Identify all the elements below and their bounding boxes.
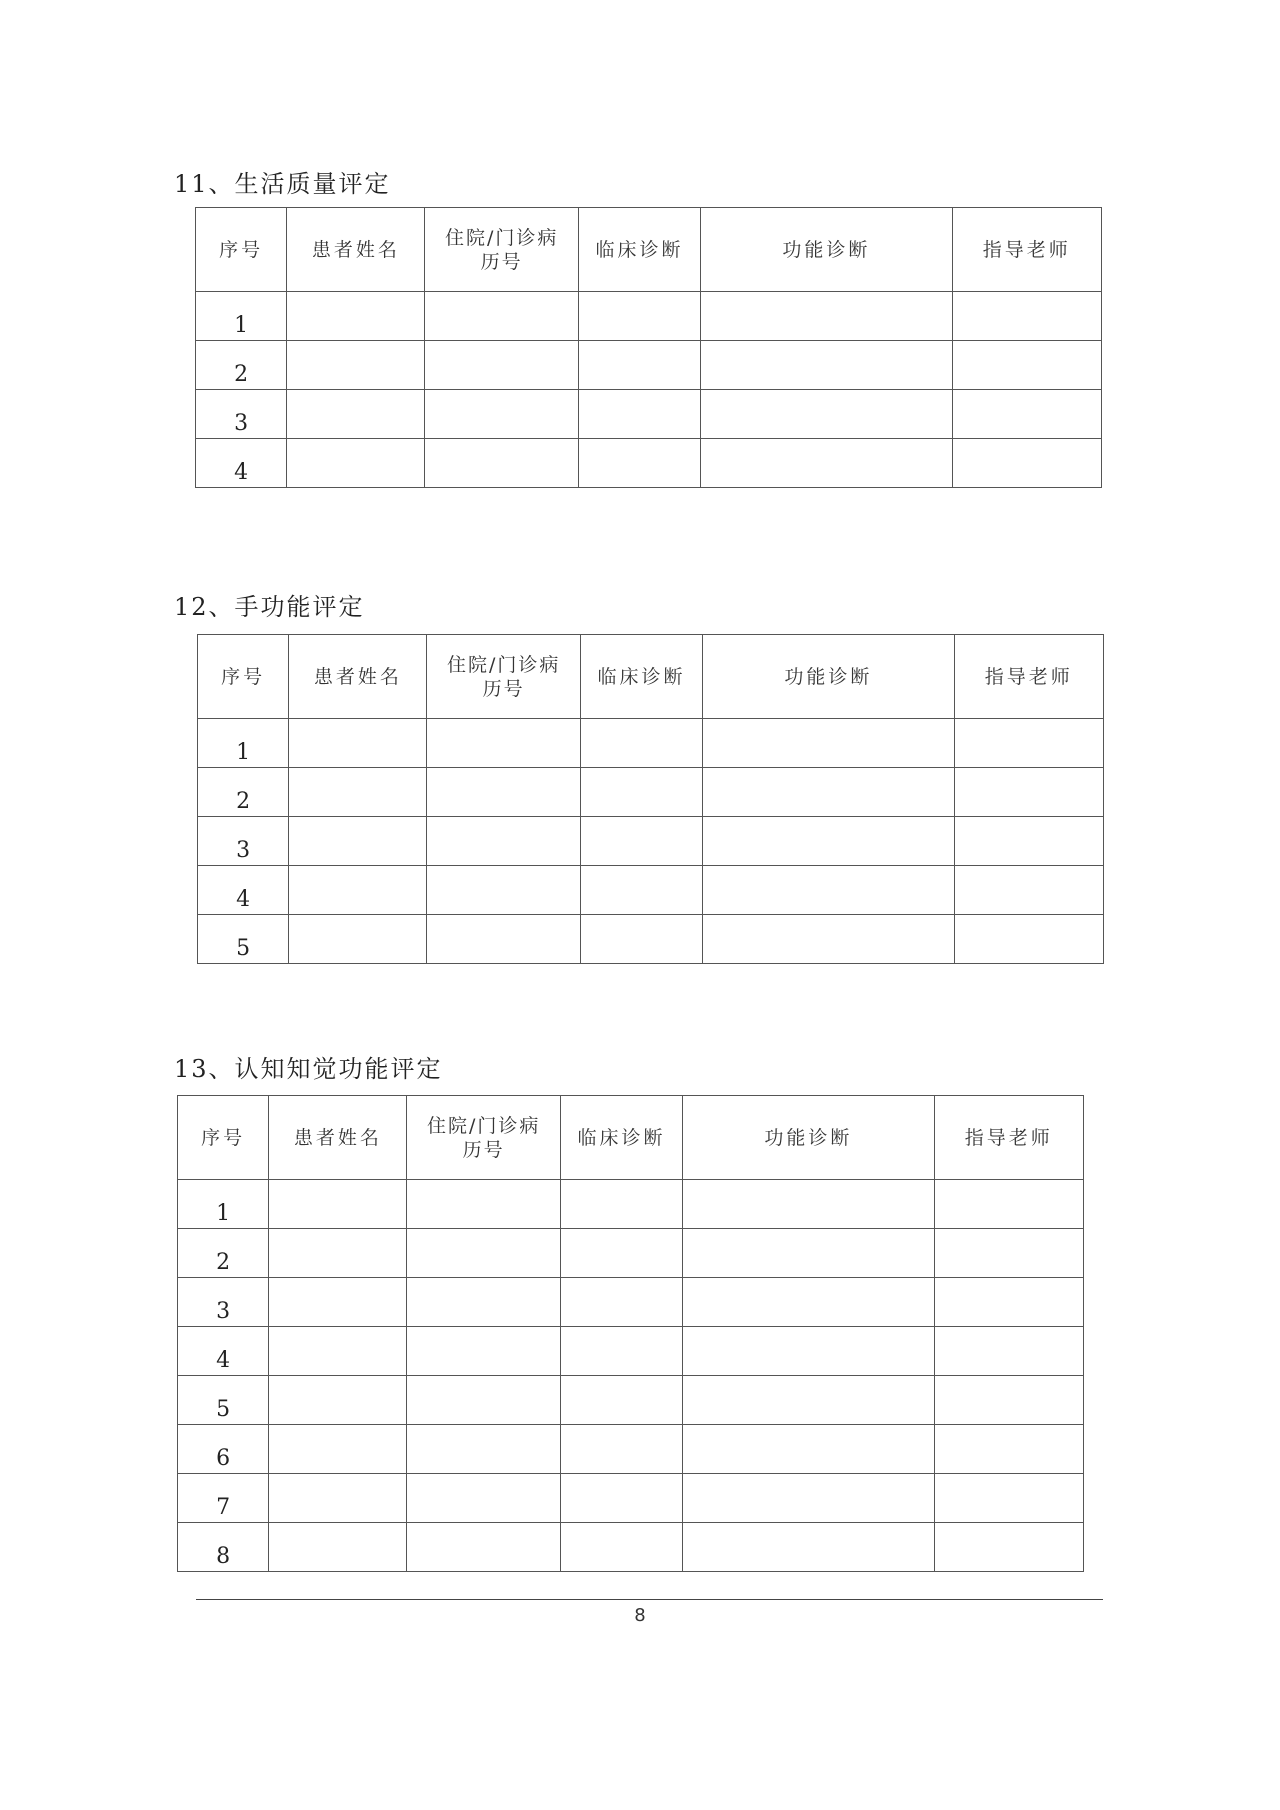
table-row bbox=[178, 1278, 1084, 1327]
header-row bbox=[196, 208, 1102, 292]
empty-cell-col-record-number[interactable] bbox=[407, 1327, 560, 1376]
empty-cell-col-functional-diagnosis[interactable] bbox=[703, 866, 955, 915]
hand-function-table bbox=[197, 634, 1104, 964]
footer-rule bbox=[196, 1599, 1103, 1600]
empty-cell-col-record-number[interactable] bbox=[407, 1278, 560, 1327]
empty-cell-col-patient-name[interactable] bbox=[269, 1425, 407, 1474]
header-row bbox=[198, 635, 1104, 719]
empty-cell-col-patient-name[interactable] bbox=[269, 1278, 407, 1327]
header-col-clinical-diagnosis: 临床诊断 bbox=[560, 1096, 682, 1180]
quality-of-life-table bbox=[195, 207, 1102, 488]
empty-cell-col-clinical-diagnosis[interactable] bbox=[560, 1376, 682, 1425]
empty-cell-col-clinical-diagnosis[interactable] bbox=[580, 817, 702, 866]
empty-cell-col-clinical-diagnosis[interactable] bbox=[580, 719, 702, 768]
table-row bbox=[178, 1523, 1084, 1572]
empty-cell-col-supervisor[interactable] bbox=[952, 341, 1101, 390]
row-index: 4 bbox=[198, 866, 289, 915]
empty-cell-col-patient-name[interactable] bbox=[289, 915, 427, 964]
empty-cell-col-functional-diagnosis[interactable] bbox=[701, 341, 953, 390]
header-col-record-number: 住院/门诊病历号 bbox=[407, 1096, 560, 1180]
empty-cell-col-clinical-diagnosis[interactable] bbox=[560, 1278, 682, 1327]
empty-cell-col-record-number[interactable] bbox=[425, 341, 578, 390]
empty-cell-col-supervisor[interactable] bbox=[934, 1425, 1083, 1474]
empty-cell-col-record-number[interactable] bbox=[407, 1474, 560, 1523]
row-index: 4 bbox=[196, 439, 287, 488]
empty-cell-col-patient-name[interactable] bbox=[287, 390, 425, 439]
empty-cell-col-clinical-diagnosis[interactable] bbox=[560, 1523, 682, 1572]
table-row bbox=[198, 719, 1104, 768]
empty-cell-col-clinical-diagnosis[interactable] bbox=[580, 915, 702, 964]
empty-cell-col-clinical-diagnosis[interactable] bbox=[580, 768, 702, 817]
header-row bbox=[178, 1096, 1084, 1180]
header-col-supervisor: 指导老师 bbox=[952, 208, 1101, 292]
row-index: 3 bbox=[196, 390, 287, 439]
empty-cell-col-patient-name[interactable] bbox=[289, 866, 427, 915]
row-index: 2 bbox=[198, 768, 289, 817]
header-col-index: 序号 bbox=[196, 208, 287, 292]
table-row bbox=[196, 292, 1102, 341]
empty-cell-col-clinical-diagnosis[interactable] bbox=[560, 1327, 682, 1376]
header-col-clinical-diagnosis: 临床诊断 bbox=[580, 635, 702, 719]
header-col-functional-diagnosis: 功能诊断 bbox=[701, 208, 953, 292]
table-row bbox=[196, 439, 1102, 488]
empty-cell-col-patient-name[interactable] bbox=[289, 768, 427, 817]
row-index: 7 bbox=[178, 1474, 269, 1523]
empty-cell-col-supervisor[interactable] bbox=[954, 719, 1103, 768]
row-index: 6 bbox=[178, 1425, 269, 1474]
header-col-index: 序号 bbox=[178, 1096, 269, 1180]
table-row bbox=[178, 1376, 1084, 1425]
row-index: 2 bbox=[196, 341, 287, 390]
empty-cell-col-patient-name[interactable] bbox=[289, 817, 427, 866]
empty-cell-col-clinical-diagnosis[interactable] bbox=[578, 292, 700, 341]
empty-cell-col-record-number[interactable] bbox=[427, 719, 580, 768]
header-col-functional-diagnosis: 功能诊断 bbox=[703, 635, 955, 719]
empty-cell-col-supervisor[interactable] bbox=[934, 1229, 1083, 1278]
empty-cell-col-functional-diagnosis[interactable] bbox=[703, 915, 955, 964]
empty-cell-col-clinical-diagnosis[interactable] bbox=[560, 1474, 682, 1523]
table-row bbox=[178, 1474, 1084, 1523]
row-index: 5 bbox=[178, 1376, 269, 1425]
empty-cell-col-functional-diagnosis[interactable] bbox=[703, 719, 955, 768]
header-col-patient-name: 患者姓名 bbox=[289, 635, 427, 719]
empty-cell-col-functional-diagnosis[interactable] bbox=[701, 390, 953, 439]
empty-cell-col-functional-diagnosis[interactable] bbox=[683, 1425, 935, 1474]
row-index: 1 bbox=[196, 292, 287, 341]
empty-cell-col-supervisor[interactable] bbox=[934, 1523, 1083, 1572]
table-row bbox=[178, 1180, 1084, 1229]
row-index: 5 bbox=[198, 915, 289, 964]
empty-cell-col-record-number[interactable] bbox=[407, 1376, 560, 1425]
empty-cell-col-patient-name[interactable] bbox=[289, 719, 427, 768]
table-row bbox=[196, 341, 1102, 390]
empty-cell-col-clinical-diagnosis[interactable] bbox=[560, 1229, 682, 1278]
table-row bbox=[198, 817, 1104, 866]
page-number: 8 bbox=[634, 1605, 646, 1626]
empty-cell-col-functional-diagnosis[interactable] bbox=[683, 1229, 935, 1278]
empty-cell-col-supervisor[interactable] bbox=[954, 866, 1103, 915]
empty-cell-col-clinical-diagnosis[interactable] bbox=[578, 341, 700, 390]
section-title-hand-function: 12、手功能评定 bbox=[174, 593, 365, 621]
header-col-supervisor: 指导老师 bbox=[954, 635, 1103, 719]
empty-cell-col-functional-diagnosis[interactable] bbox=[683, 1180, 935, 1229]
row-index: 3 bbox=[178, 1278, 269, 1327]
empty-cell-col-supervisor[interactable] bbox=[934, 1376, 1083, 1425]
empty-cell-col-patient-name[interactable] bbox=[269, 1523, 407, 1572]
empty-cell-col-clinical-diagnosis[interactable] bbox=[578, 439, 700, 488]
table-row bbox=[196, 390, 1102, 439]
header-col-record-number: 住院/门诊病历号 bbox=[425, 208, 578, 292]
table-row bbox=[178, 1327, 1084, 1376]
empty-cell-col-record-number[interactable] bbox=[407, 1425, 560, 1474]
header-col-patient-name: 患者姓名 bbox=[269, 1096, 407, 1180]
row-index: 1 bbox=[198, 719, 289, 768]
empty-cell-col-record-number[interactable] bbox=[427, 915, 580, 964]
empty-cell-col-patient-name[interactable] bbox=[269, 1376, 407, 1425]
empty-cell-col-supervisor[interactable] bbox=[934, 1278, 1083, 1327]
table-row bbox=[178, 1229, 1084, 1278]
empty-cell-col-supervisor[interactable] bbox=[934, 1474, 1083, 1523]
empty-cell-col-record-number[interactable] bbox=[427, 768, 580, 817]
header-col-supervisor: 指导老师 bbox=[934, 1096, 1083, 1180]
empty-cell-col-record-number[interactable] bbox=[407, 1180, 560, 1229]
section-title-quality-of-life: 11、生活质量评定 bbox=[174, 170, 391, 198]
empty-cell-col-clinical-diagnosis[interactable] bbox=[560, 1180, 682, 1229]
empty-cell-col-supervisor[interactable] bbox=[954, 915, 1103, 964]
empty-cell-col-functional-diagnosis[interactable] bbox=[701, 292, 953, 341]
empty-cell-col-patient-name[interactable] bbox=[269, 1180, 407, 1229]
empty-cell-col-patient-name[interactable] bbox=[287, 292, 425, 341]
table-row bbox=[198, 768, 1104, 817]
empty-cell-col-functional-diagnosis[interactable] bbox=[683, 1376, 935, 1425]
empty-cell-col-functional-diagnosis[interactable] bbox=[683, 1523, 935, 1572]
table-row bbox=[178, 1425, 1084, 1474]
header-col-functional-diagnosis: 功能诊断 bbox=[683, 1096, 935, 1180]
empty-cell-col-functional-diagnosis[interactable] bbox=[683, 1278, 935, 1327]
empty-cell-col-patient-name[interactable] bbox=[269, 1229, 407, 1278]
empty-cell-col-record-number[interactable] bbox=[407, 1523, 560, 1572]
empty-cell-col-functional-diagnosis[interactable] bbox=[683, 1327, 935, 1376]
header-col-patient-name: 患者姓名 bbox=[287, 208, 425, 292]
empty-cell-col-functional-diagnosis[interactable] bbox=[703, 768, 955, 817]
empty-cell-col-functional-diagnosis[interactable] bbox=[683, 1474, 935, 1523]
empty-cell-col-clinical-diagnosis[interactable] bbox=[578, 390, 700, 439]
empty-cell-col-supervisor[interactable] bbox=[934, 1327, 1083, 1376]
empty-cell-col-supervisor[interactable] bbox=[952, 390, 1101, 439]
empty-cell-col-record-number[interactable] bbox=[407, 1229, 560, 1278]
empty-cell-col-record-number[interactable] bbox=[427, 866, 580, 915]
section-title-cognitive-perception: 13、认知知觉功能评定 bbox=[174, 1055, 443, 1083]
table-row bbox=[198, 866, 1104, 915]
row-index: 2 bbox=[178, 1229, 269, 1278]
row-index: 1 bbox=[178, 1180, 269, 1229]
empty-cell-col-supervisor[interactable] bbox=[954, 817, 1103, 866]
empty-cell-col-supervisor[interactable] bbox=[952, 439, 1101, 488]
table-row bbox=[198, 915, 1104, 964]
empty-cell-col-supervisor[interactable] bbox=[954, 768, 1103, 817]
header-col-clinical-diagnosis: 临床诊断 bbox=[578, 208, 700, 292]
row-index: 8 bbox=[178, 1523, 269, 1572]
empty-cell-col-clinical-diagnosis[interactable] bbox=[560, 1425, 682, 1474]
empty-cell-col-patient-name[interactable] bbox=[287, 341, 425, 390]
empty-cell-col-patient-name[interactable] bbox=[287, 439, 425, 488]
empty-cell-col-record-number[interactable] bbox=[425, 439, 578, 488]
empty-cell-col-clinical-diagnosis[interactable] bbox=[580, 866, 702, 915]
header-col-index: 序号 bbox=[198, 635, 289, 719]
empty-cell-col-functional-diagnosis[interactable] bbox=[703, 817, 955, 866]
empty-cell-col-functional-diagnosis[interactable] bbox=[701, 439, 953, 488]
empty-cell-col-record-number[interactable] bbox=[427, 817, 580, 866]
empty-cell-col-patient-name[interactable] bbox=[269, 1327, 407, 1376]
empty-cell-col-patient-name[interactable] bbox=[269, 1474, 407, 1523]
empty-cell-col-record-number[interactable] bbox=[425, 292, 578, 341]
empty-cell-col-supervisor[interactable] bbox=[934, 1180, 1083, 1229]
empty-cell-col-record-number[interactable] bbox=[425, 390, 578, 439]
cognitive-perception-table bbox=[177, 1095, 1084, 1572]
header-col-record-number: 住院/门诊病历号 bbox=[427, 635, 580, 719]
row-index: 3 bbox=[198, 817, 289, 866]
empty-cell-col-supervisor[interactable] bbox=[952, 292, 1101, 341]
row-index: 4 bbox=[178, 1327, 269, 1376]
